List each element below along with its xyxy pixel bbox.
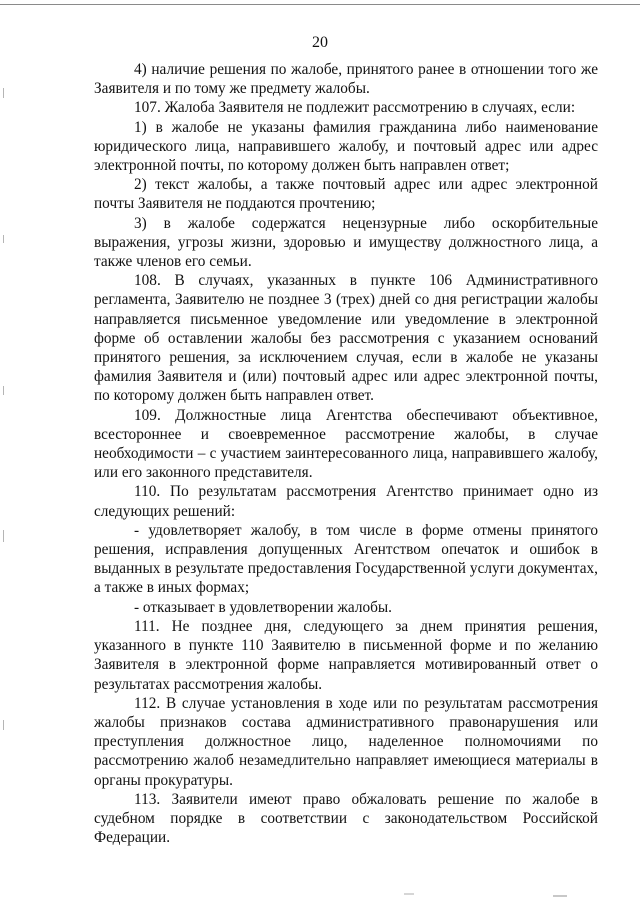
document-body: [94, 60, 598, 847]
left-edge-mark: [3, 720, 4, 730]
top-scan-rule: [0, 4, 640, 5]
paragraph-110-option-2: - отказывает в удовлетворении жалобы.: [134, 598, 393, 616]
paragraph-109: 109. Должностные лица Агентства обеспечивают объективное, всестороннее и своевременное рассмотрение жалобы, в случае необходимости – с участием заинтересованного лица, направившего жалобу, или его законного представителя.: [94, 406, 598, 482]
left-edge-mark: [3, 530, 4, 542]
scan-smudge: [404, 893, 414, 895]
left-edge-mark: [3, 235, 4, 243]
paragraph-107: 107. Жалоба Заявителя не подлежит рассмотрению в случаях, если:: [134, 99, 576, 117]
paragraph-106-item-4: 4) наличие решения по жалобе, принятого ранее в отношении того же Заявителя и по тому же предмету жалобы.: [94, 61, 598, 98]
paragraph-110-option-1: - удовлетворяет жалобу, в том числе в форме отмены принятого решения, исправления допущенных Агентством опечаток и ошибок в выданных в результате предоставления Государственной услуги документах, а также в иных формах;: [94, 521, 598, 597]
paragraph-107-item-2: 2) текст жалобы, а также почтовый адрес или адрес электронной почты Заявителя не поддаются прочтению;: [94, 176, 598, 213]
paragraph-107-item-3: 3) в жалобе содержатся нецензурные либо оскорбительные выражения, угрозы жизни, здоровью и имуществу должностного лица, а также членов его семьи.: [94, 214, 598, 271]
paragraph-110: 110. По результатам рассмотрения Агентство принимает одно из следующих решений:: [94, 483, 598, 520]
scan-smudge: [553, 895, 567, 897]
paragraph-112: 112. В случае установления в ходе или по результатам рассмотрения жалобы признаков состава административного правонарушения или преступления должностное лицо, наделенное полномочиями по рассмотрению жалоб незамедлительно направляет имеющиеся материалы в органы прокуратуры.: [94, 694, 598, 789]
paragraph-108: 108. В случаях, указанных в пункте 106 Административного регламента, Заявителю не позднее 3 (трех) дней со дня регистрации жалобы направляется письменное уведомление или уведомление в электронной форме об оставлении жалобы без рассмотрения с указанием оснований принятого решения, за исключением случая, если в жалобе не указаны фамилия Заявителя и (или) почтовый адрес или адрес электронной почты, по которому должен быть направлен ответ.: [94, 272, 598, 405]
paragraph-113: 113. Заявители имеют право обжаловать решение по жалобе в судебном порядке в соответствии с законодательством Российской Федерации.: [94, 790, 598, 847]
paragraph-111: 111. Не позднее дня, следующего за днем принятия решения, указанного в пункте 110 Заявителю в письменной форме и по желанию Заявителя в электронной форме направляется мотивированный ответ о результатах рассмотрения жалобы.: [94, 617, 598, 693]
left-edge-mark: [3, 88, 4, 98]
paragraph-107-item-1: 1) в жалобе не указаны фамилия гражданина либо наименование юридического лица, направившего жалобу, и почтовый адрес или адрес электронной почты, по которому должен быть направлен ответ;: [94, 118, 598, 175]
left-edge-mark: [3, 386, 4, 395]
page-number: 20: [312, 34, 328, 51]
